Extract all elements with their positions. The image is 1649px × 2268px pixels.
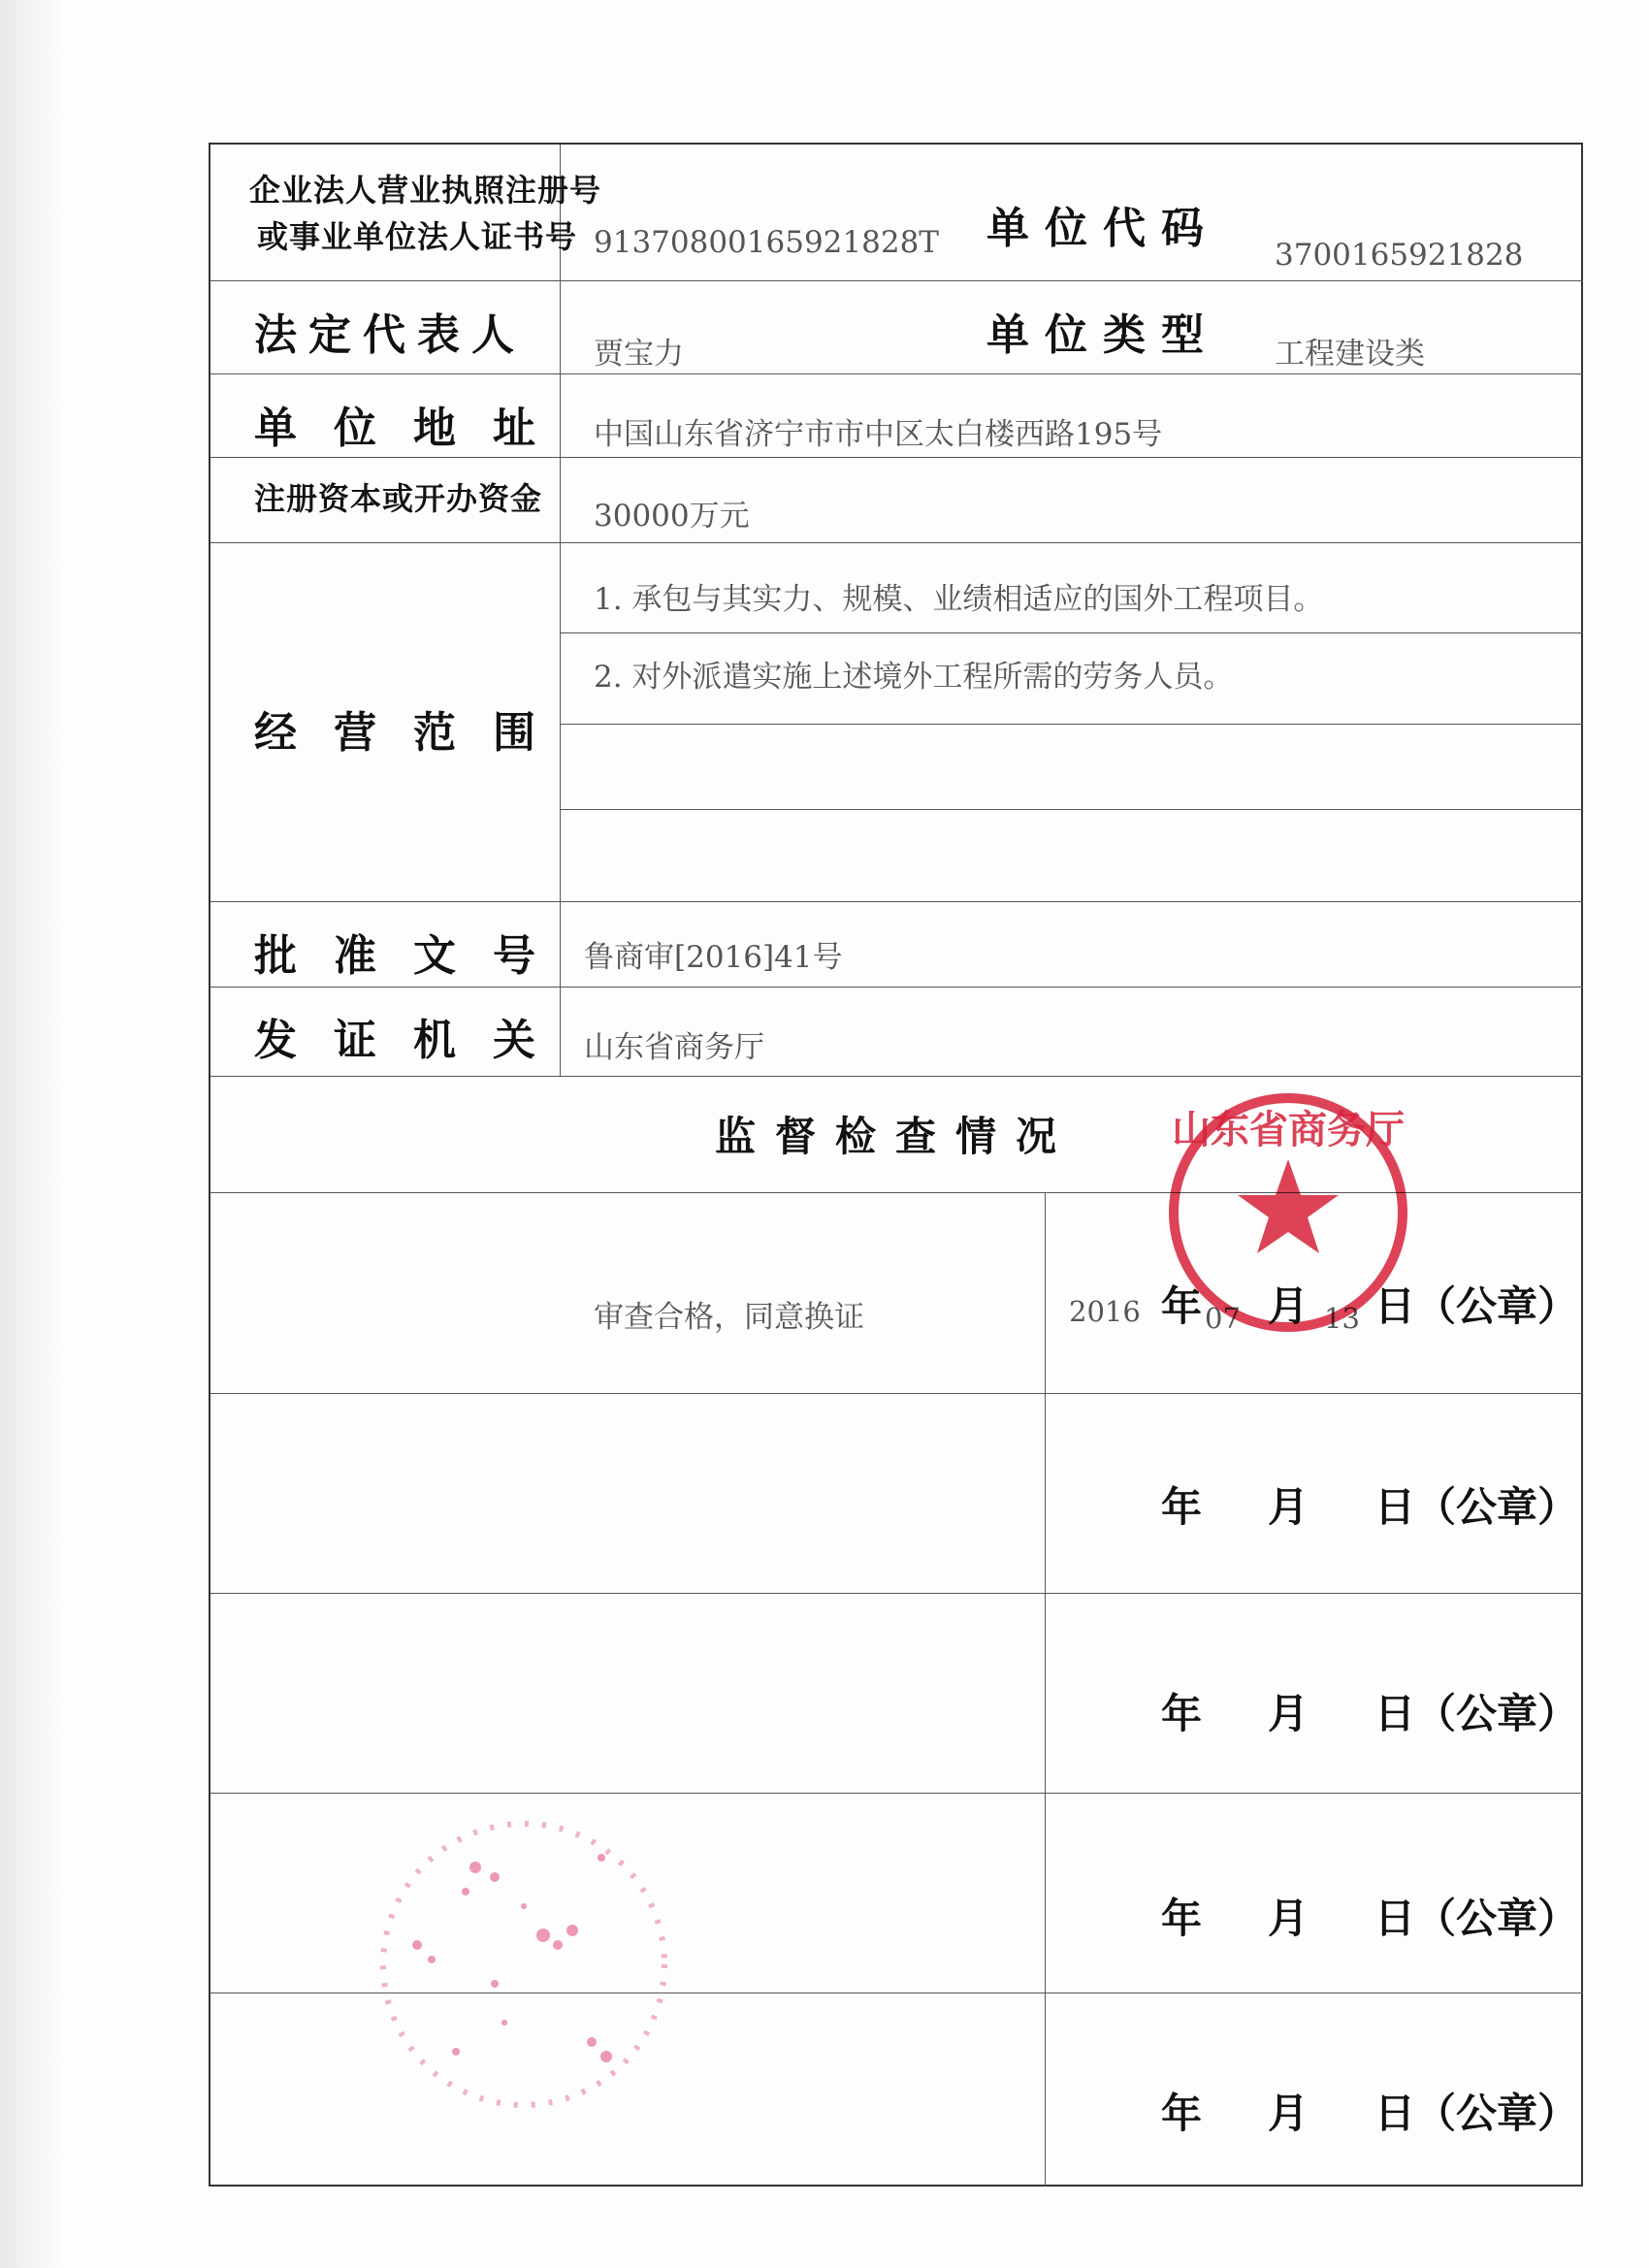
month-label: 月 [1268,1282,1310,1330]
scope-line-divider [560,809,1583,810]
month-label: 月 [1268,1483,1310,1531]
inspection-day-value: 13 [1324,1302,1360,1335]
address-value: 中国山东省济宁市市中区太白楼西路195号 [594,417,1163,452]
year-label: 年 [1161,1282,1203,1330]
approval-value: 鲁商审[2016]41号 [584,940,843,975]
row-divider [210,1593,1583,1594]
row-divider [210,1076,1583,1077]
reg-number-label-line1: 企业法人营业执照注册号 [249,172,602,209]
year-label: 年 [1161,1483,1203,1531]
approval-label: 批准文号 [254,931,572,981]
inspection-year-value: 2016 [1069,1295,1141,1328]
unit-code-value: 3700165921828 [1275,238,1524,273]
legal-rep-value: 贾宝力 [594,337,684,372]
row-divider [210,901,1583,902]
day-seal-label: 日（公章） [1374,1483,1579,1531]
address-label: 单位地址 [254,404,572,453]
row-divider [210,1793,1583,1794]
date-column-divider [1045,1192,1046,2187]
scan-edge [0,0,68,2268]
inspection-title: 监督检查情况 [715,1113,1077,1160]
day-seal-label: 日（公章） [1374,2090,1579,2137]
scope-label: 经营范围 [254,708,572,758]
seal-text: 山东省商务厅 [1172,1107,1405,1152]
inspection-month-value: 07 [1205,1302,1241,1335]
reg-number-value: 91370800165921828T [594,225,939,260]
year-label: 年 [1161,1895,1203,1942]
scope-item: 1. 承包与其实力、规模、业绩相适应的国外工程项目。 [594,582,1324,617]
row-divider [210,280,1583,281]
reg-number-label-line2: 或事业单位法人证书号 [257,218,578,255]
day-seal-label: 日（公章） [1374,1895,1579,1942]
year-label: 年 [1161,1690,1203,1737]
issuer-value: 山东省商务厅 [584,1030,764,1065]
legal-rep-label: 法定代表人 [254,310,526,360]
year-label: 年 [1161,2090,1203,2137]
month-label: 月 [1268,1895,1310,1942]
row-divider [210,1393,1583,1394]
scope-line-divider [560,632,1583,633]
unit-type-label: 单位类型 [986,310,1219,360]
scope-line-divider [560,724,1583,725]
row-divider [210,542,1583,543]
row-divider [210,457,1583,458]
day-seal-label: 日（公章） [1374,1690,1579,1737]
unit-code-label: 单位代码 [986,204,1219,253]
day-seal-label: 日（公章） [1374,1282,1579,1330]
scope-item: 2. 对外派遣实施上述境外工程所需的劳务人员。 [594,660,1234,695]
issuer-label: 发证机关 [254,1016,572,1065]
official-seal [1162,1086,1414,1339]
inspection-remark: 审查合格，同意换证 [594,1300,864,1335]
capital-value: 30000万元 [594,499,750,534]
row-divider [210,373,1583,374]
month-label: 月 [1268,2090,1310,2137]
month-label: 月 [1268,1690,1310,1737]
capital-label: 注册资本或开办资金 [254,480,543,517]
unit-type-value: 工程建设类 [1275,337,1425,372]
faded-seal-bleed [359,1799,689,2129]
row-divider [210,987,1583,988]
